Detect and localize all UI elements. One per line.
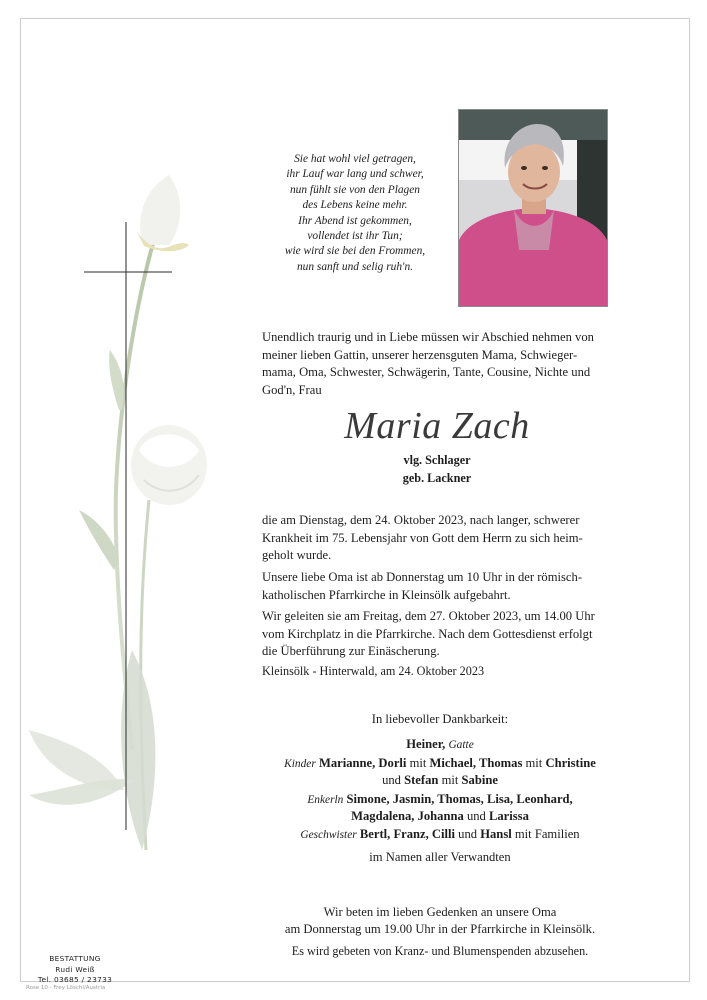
funeral-line: die Überführung zur Einäscherung. (262, 644, 440, 659)
children-names: Sabine (461, 773, 498, 787)
mourner-siblings (210, 825, 670, 844)
children-connector: mit (409, 756, 427, 770)
deceased-name: Maria Zach (344, 405, 530, 447)
death-notice-line: geholt wurde. (262, 548, 332, 563)
siblings-names: Hansl (480, 827, 512, 841)
viewing-line: katholischen Pfarrkirche in Kleinsölk aufgebahrt. (262, 587, 511, 602)
poem-line: Ihr Abend ist gekommen, (298, 214, 412, 227)
mourners-closing: im Namen aller Verwandten (369, 850, 511, 864)
undertaker-line: Rudi Weiß (55, 964, 95, 974)
donation-note: Es wird gebeten von Kranz- und Blumenspenden abzusehen. (291, 944, 589, 958)
grandchildren-names: Simone, Jasmin, Thomas, Lisa, Leonhard, (346, 792, 573, 806)
grandchildren-names: Larissa (488, 809, 529, 823)
funeral-line: Wir geleiten sie am Freitag, dem 27. Oktober 2023, um 14.00 Uhr (262, 609, 595, 623)
flower-decoration-icon (24, 150, 224, 910)
siblings-suffix: mit Familien (514, 827, 580, 841)
portrait-icon (459, 110, 607, 306)
undertaker-line: BESTATTUNG (49, 954, 101, 963)
deceased-alias: vlg. Schlager (403, 453, 471, 467)
grandchildren-connector: und (466, 809, 486, 823)
children-connector: mit (441, 773, 459, 787)
intro-text (262, 329, 612, 399)
mourner-grandchildren-2 (210, 807, 670, 825)
viewing-notice (262, 569, 612, 604)
funeral-notice (262, 608, 612, 661)
poem-line: Sie hat wohl viel getragen, (294, 153, 416, 165)
children-names: Michael, Thomas (429, 756, 523, 770)
mourner-children-2 (210, 771, 670, 789)
death-notice (262, 512, 612, 565)
viewing-line: Unsere liebe Oma ist ab Donnerstag um 10 Uhr in der römisch- (262, 570, 583, 584)
poem-line: wie wird sie bei den Frommen, (284, 245, 426, 258)
grandchildren-label: Enkerln (307, 794, 344, 806)
poem-line: nun sanft und selig ruh'n. (296, 260, 414, 273)
spouse-role: Gatte (448, 739, 474, 751)
poem-line: nun fühlt sie von den Plagen (289, 183, 421, 196)
funeral-line: vom Kirchplatz in die Pfarrkirche. Nach dem Gottesdienst erfolgt (262, 626, 593, 641)
intro-line: Unendlich traurig und in Liebe müssen wir Abschied nehmen von (262, 330, 594, 344)
siblings-label: Geschwister (300, 829, 357, 841)
undertaker-stamp (20, 954, 130, 986)
prayer-line: am Donnerstag um 19.00 Uhr in der Pfarrkirche in Kleinsölk. (284, 922, 596, 936)
children-connector: und (382, 773, 401, 787)
siblings-names: Bertl, Franz, Cilli (359, 827, 456, 841)
grandchildren-names: Magdalena, Johanna (351, 809, 464, 823)
poem-line: ihr Lauf war lang und schwer, (286, 168, 424, 181)
poem-line: vollendet ist ihr Tun; (307, 230, 403, 243)
deceased-birth-name: geb. Lackner (402, 470, 472, 485)
print-footnote: Rose 10 - Frey Löschl/Austria (26, 985, 106, 991)
death-notice-line: Krankheit im 75. Lebensjahr von Gott dem Herrn zu sich heim- (262, 530, 583, 545)
prayer-line: Wir beten im lieben Gedenken an unsere Oma (323, 905, 557, 919)
spouse-name: Heiner, (406, 737, 446, 751)
poem-line: des Lebens keine mehr. (302, 199, 408, 212)
children-names: Marianne, Dorli (318, 756, 407, 770)
children-names: Christine (545, 756, 596, 770)
intro-line: meiner lieben Gattin, unserer herzensguten Mama, Schwieger- (262, 347, 578, 362)
children-names: Stefan (404, 773, 439, 787)
death-notice-line: die am Dienstag, dem 24. Oktober 2023, nach langer, schwerer (262, 513, 580, 527)
deceased-details (262, 452, 612, 487)
mourner-spouse (210, 735, 670, 754)
mourners-heading: In liebevoller Dankbarkeit: (371, 712, 509, 726)
place-date: Kleinsölk - Hinterwald, am 24. Oktober 2023 (262, 664, 485, 678)
poem (270, 152, 440, 275)
intro-line: mama, Oma, Schwester, Schwägerin, Tante, Cousine, Nichte und (262, 365, 591, 380)
siblings-connector: und (458, 827, 478, 841)
portrait-photo (458, 109, 608, 307)
children-connector: mit (525, 756, 543, 770)
children-label: Kinder (284, 758, 316, 770)
intro-line: God'n, Frau (262, 382, 322, 397)
undertaker-line: Tel. 03685 / 23733 (37, 975, 113, 984)
